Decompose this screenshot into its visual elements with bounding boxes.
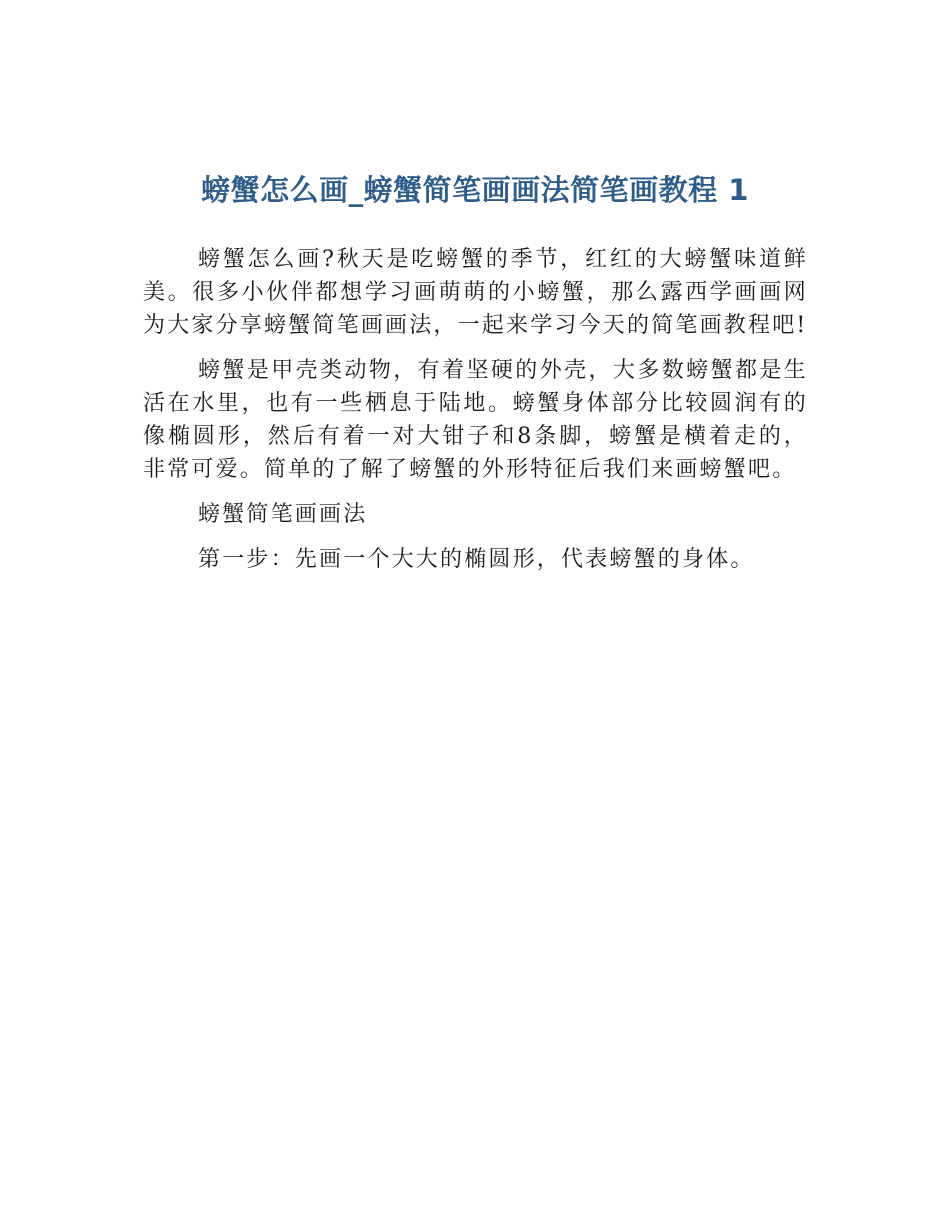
document-body: [143, 243, 808, 588]
paragraph-intro: 螃蟹怎么画?秋天是吃螃蟹的季节，红红的大螃蟹味道鲜美。很多小伙伴都想学习画萌萌的小螃蟹，那么露西学画画网为大家分享螃蟹简笔画画法，一起来学习今天的简笔画教程吧!: [143, 247, 808, 338]
paragraph-step-one: 第一步：先画一个大大的椭圆形，代表螃蟹的身体。: [198, 547, 755, 572]
section-heading: 螃蟹简笔画画法: [198, 502, 368, 527]
document-title: 螃蟹怎么画_螃蟹简笔画画法简笔画教程 1: [201, 173, 749, 208]
paragraph-description: 螃蟹是甲壳类动物，有着坚硬的外壳，大多数螃蟹都是生活在水里，也有一些栖息于陆地。螃蟹身体部分比较圆润有的像椭圆形，然后有着一对大钳子和8条脚，螃蟹是横着走的，非常可爱。简单的了解了螃蟹的外形特征后我们来画螃蟹吧。: [143, 358, 808, 482]
